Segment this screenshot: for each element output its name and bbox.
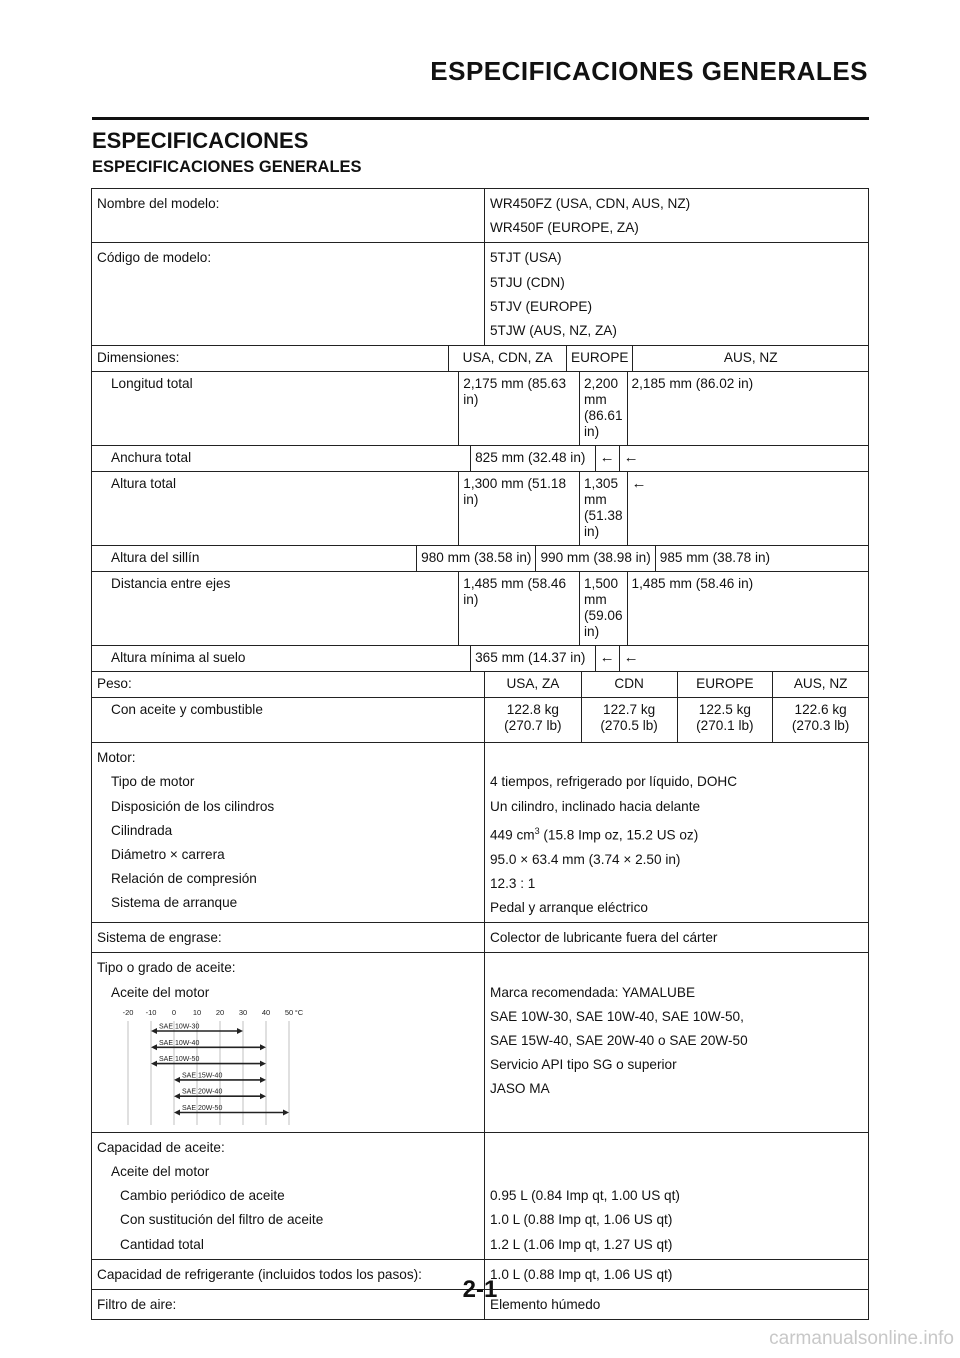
- same-as-left-arrow: ←: [619, 446, 868, 471]
- engine-label: Motor:: [97, 750, 136, 766]
- oil-capacity-sub-label: Con sustitución del filtro de aceite: [120, 1212, 324, 1228]
- dim-value: 980 mm (38.58 in): [421, 550, 532, 566]
- weight-header: USA, ZA: [506, 676, 560, 692]
- lubrication-label: Sistema de engrase:: [97, 930, 222, 946]
- dim-value: 1,500 mm (59.06 in): [579, 572, 627, 645]
- engine-row-label: Cilindrada: [111, 822, 173, 838]
- section-title: ESPECIFICACIONES: [92, 128, 309, 153]
- range-arrow-right: [237, 1028, 243, 1034]
- range-arrow-left: [174, 1093, 180, 1099]
- range-arrow-right: [260, 1093, 266, 1099]
- temperature-tick-label: -20: [122, 1007, 134, 1017]
- range-arrow-right: [260, 1044, 266, 1050]
- dim-row-label: Altura del sillín: [92, 546, 417, 571]
- air-filter-value: Elemento húmedo: [490, 1297, 601, 1312]
- oil-type-value: Servicio API tipo SG o superior: [490, 1057, 677, 1073]
- weight-kg: 122.7 kg: [603, 702, 656, 718]
- dim-row-label: Distancia entre ejes: [92, 572, 459, 645]
- weight-kg: 122.6 kg: [794, 702, 847, 718]
- oil-capacity-value: 1.2 L (1.06 Imp qt, 1.27 US qt): [490, 1236, 673, 1252]
- row-model-code: [92, 243, 868, 346]
- weight-row-label: Con aceite y combustible: [92, 698, 485, 742]
- weight-label: Peso:: [92, 672, 485, 697]
- watermark: carmanualsonline.info: [769, 1328, 954, 1349]
- weight-value: [485, 698, 581, 742]
- weight-lb: (270.1 lb): [696, 718, 754, 734]
- temperature-tick-label: 50: [284, 1007, 294, 1017]
- weight-kg: 122.5 kg: [698, 702, 751, 718]
- same-as-left-arrow: ←: [627, 472, 868, 545]
- weight-header: CDN: [581, 672, 677, 697]
- temperature-tick-label: 20: [215, 1007, 225, 1017]
- lubrication-value: Colector de lubricante fuera del cárter: [490, 930, 718, 946]
- range-arrow-left: [174, 1109, 180, 1115]
- spec-table: [91, 188, 869, 1320]
- dim-value: 1,300 mm (51.18 in): [463, 476, 567, 508]
- same-as-left-arrow: ←: [595, 446, 619, 471]
- oil-grade-label: SAE 10W-50: [159, 1055, 200, 1063]
- air-filter-label: Filtro de aire:: [97, 1297, 177, 1312]
- row-weight: [92, 672, 868, 743]
- dim-value: 1,485 mm (58.46 in): [463, 576, 567, 608]
- dim-value: 2,185 mm (86.02 in): [627, 372, 868, 445]
- oil-capacity-row-label: Aceite del motor: [111, 1163, 210, 1179]
- row-lubrication: [92, 923, 868, 953]
- engine-value: Un cilindro, inclinado hacia delante: [490, 798, 701, 814]
- header-rule: [92, 117, 869, 120]
- oil-type-row-label: Aceite del motor: [111, 984, 210, 1000]
- engine-row-label: Sistema de arranque: [111, 895, 238, 911]
- oil-grade-label: SAE 10W-30: [159, 1023, 200, 1031]
- dim-value: 825 mm (32.48 in): [475, 450, 586, 466]
- engine-row-label: Diámetro × carrera: [111, 847, 225, 863]
- weight-value: [772, 698, 868, 742]
- range-arrow-right: [260, 1060, 266, 1066]
- dimensions-header: AUS, NZ: [632, 346, 868, 371]
- range-arrow-right: [260, 1077, 266, 1083]
- model-code-value: 5TJW (AUS, NZ, ZA): [490, 323, 617, 339]
- temperature-tick-label: -10: [145, 1007, 157, 1017]
- dim-value: 365 mm (14.37 in): [475, 650, 586, 666]
- weight-lb: (270.3 lb): [791, 718, 850, 734]
- model-code-value: 5TJV (EUROPE): [490, 298, 592, 314]
- oil-capacity-sub-label: Cantidad total: [120, 1236, 204, 1252]
- displacement-value: 449 cm: [490, 827, 535, 843]
- weight-lb: (270.7 lb): [504, 718, 562, 734]
- temperature-tick-label: 10: [192, 1007, 202, 1017]
- model-code-label: Código de modelo:: [97, 250, 212, 266]
- model-value: WR450F (EUROPE, ZA): [490, 220, 639, 236]
- weight-kg: 122.8 kg: [506, 702, 559, 718]
- range-arrow-left: [151, 1044, 157, 1050]
- temperature-tick-label: 30: [238, 1007, 248, 1017]
- oil-type-value: SAE 15W-40, SAE 20W-40 o SAE 20W-50: [490, 1032, 748, 1048]
- page-header-title: ESPECIFICACIONES GENERALES: [430, 56, 868, 86]
- oil-capacity-value: 1.0 L (0.88 Imp qt, 1.06 US qt): [490, 1212, 673, 1228]
- row-engine: [92, 743, 868, 923]
- weight-header: AUS, NZ: [772, 672, 868, 697]
- dim-row-label: Altura mínima al suelo: [92, 646, 471, 671]
- engine-row-label: Tipo de motor: [111, 774, 195, 790]
- engine-value: 12.3 : 1: [490, 875, 536, 891]
- oil-viscosity-chart-svg: [112, 1005, 312, 1130]
- oil-grade-label: SAE 20W-50: [182, 1104, 223, 1112]
- row-model-name: [92, 189, 868, 243]
- row-oil-type: [92, 953, 868, 1132]
- subsection-title: ESPECIFICACIONES GENERALES: [92, 158, 362, 176]
- row-oil-capacity: [92, 1133, 868, 1260]
- model-code-value: 5TJU (CDN): [490, 274, 565, 290]
- oil-grade-label: SAE 20W-40: [182, 1088, 223, 1096]
- engine-row-label: Disposición de los cilindros: [111, 798, 275, 814]
- range-arrow-left: [174, 1077, 180, 1083]
- oil-capacity-label: Capacidad de aceite:: [97, 1139, 225, 1155]
- coolant-value: 1.0 L (0.88 Imp qt, 1.06 US qt): [490, 1266, 673, 1282]
- dim-value: 985 mm (38.78 in): [655, 546, 868, 571]
- dim-value: 1,485 mm (58.46 in): [627, 572, 868, 645]
- dimensions-label: Dimensiones:: [92, 346, 449, 371]
- engine-displacement: [485, 819, 868, 848]
- dim-row-label: Longitud total: [92, 372, 459, 445]
- range-arrow-left: [151, 1060, 157, 1066]
- model-label: Nombre del modelo:: [97, 196, 220, 211]
- weight-value: [581, 698, 677, 742]
- dim-value: 1,305 mm (51.38 in): [579, 472, 627, 545]
- dim-row-label: Anchura total: [92, 446, 471, 471]
- oil-type-value: Marca recomendada: YAMALUBE: [490, 984, 696, 1000]
- oil-temperature-chart: [92, 1005, 484, 1130]
- dim-row-label: Altura total: [92, 472, 459, 545]
- engine-row-label: Relación de compresión: [111, 871, 257, 887]
- oil-type-value: JASO MA: [490, 1081, 550, 1097]
- oil-grade-label: SAE 15W-40: [182, 1072, 223, 1080]
- displacement-conversion: (15.8 Imp oz, 15.2 US oz): [539, 827, 699, 843]
- oil-type-label: Tipo o grado de aceite:: [97, 960, 236, 976]
- coolant-label: Capacidad de refrigerante (incluidos todos los pasos):: [97, 1266, 422, 1282]
- dim-value: 2,175 mm (85.63 in): [463, 376, 567, 408]
- same-as-left-arrow: ←: [619, 646, 868, 671]
- engine-value: Pedal y arranque eléctrico: [490, 899, 648, 915]
- weight-lb: (270.5 lb): [600, 718, 658, 734]
- displacement-unit-exponent: 3: [534, 825, 540, 836]
- engine-value: 4 tiempos, refrigerado por líquido, DOHC: [490, 774, 738, 790]
- engine-value: 95.0 × 63.4 mm (3.74 × 2.50 in): [490, 851, 681, 867]
- weight-value: [677, 698, 773, 742]
- range-arrow-left: [151, 1028, 157, 1034]
- weight-header: EUROPE: [677, 672, 773, 697]
- oil-capacity-value: 0.95 L (0.84 Imp qt, 1.00 US qt): [490, 1188, 680, 1204]
- oil-capacity-sub-label: Cambio periódico de aceite: [120, 1188, 285, 1204]
- dim-value: 990 mm (38.98 in): [535, 546, 654, 571]
- dim-value: 2,200 mm (86.61 in): [579, 372, 627, 445]
- temperature-tick-label: 0: [171, 1007, 177, 1017]
- dimensions-header: USA, CDN, ZA: [462, 350, 553, 366]
- model-value: WR450FZ (USA, CDN, AUS, NZ): [490, 196, 691, 211]
- oil-grade-label: SAE 10W-40: [159, 1039, 200, 1047]
- model-code-value: 5TJT (USA): [490, 250, 562, 266]
- temperature-unit-label: °C: [294, 1007, 304, 1017]
- oil-type-value: SAE 10W-30, SAE 10W-40, SAE 10W-50,: [490, 1008, 744, 1024]
- row-dimensions: [92, 346, 868, 672]
- same-as-left-arrow: ←: [595, 646, 619, 671]
- range-arrow-right: [283, 1109, 289, 1115]
- dimensions-header: EUROPE: [566, 346, 632, 371]
- page-number: 2-1: [462, 1276, 498, 1303]
- temperature-tick-label: 40: [261, 1007, 271, 1017]
